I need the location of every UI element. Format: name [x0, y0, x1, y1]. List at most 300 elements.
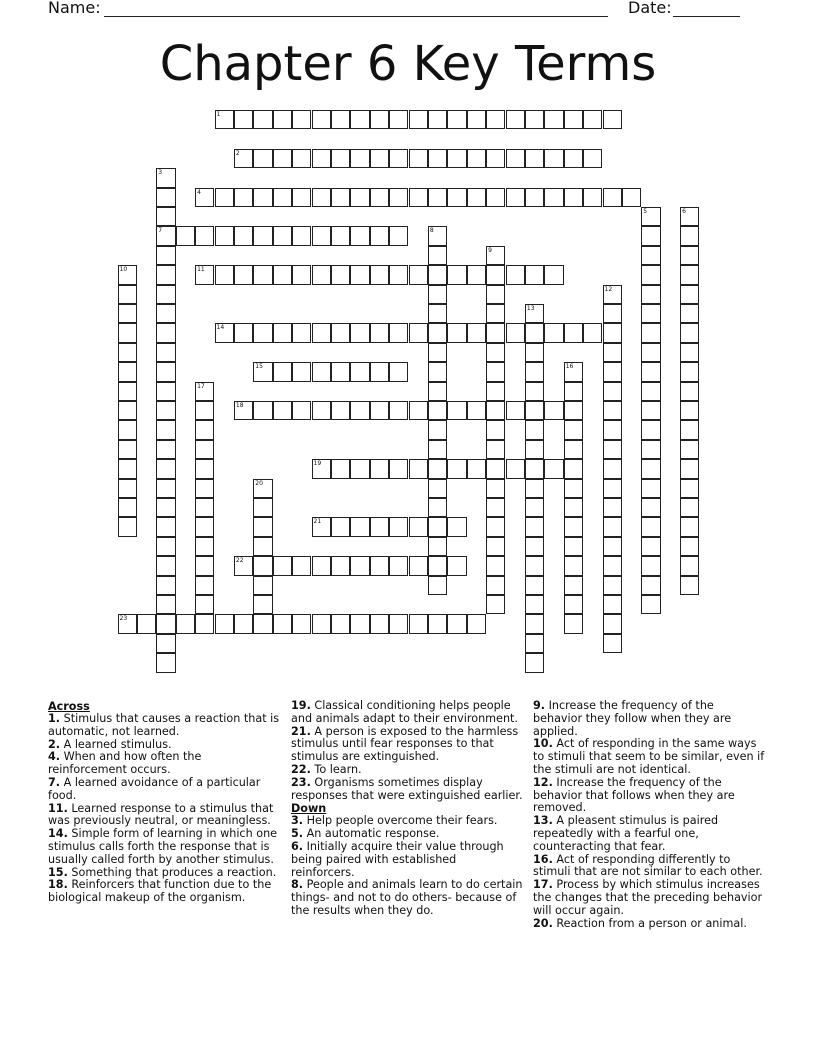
- grid-cell[interactable]: [292, 226, 311, 245]
- grid-cell[interactable]: [428, 149, 447, 168]
- grid-cell[interactable]: [156, 226, 175, 245]
- grid-cell[interactable]: [195, 479, 214, 498]
- grid-cell[interactable]: [525, 401, 544, 420]
- grid-cell[interactable]: [292, 556, 311, 575]
- grid-cell[interactable]: [603, 382, 622, 401]
- grid-cell[interactable]: [680, 517, 699, 536]
- grid-cell[interactable]: [467, 401, 486, 420]
- grid-cell[interactable]: [603, 595, 622, 614]
- grid-cell[interactable]: [156, 498, 175, 517]
- grid-cell[interactable]: [350, 149, 369, 168]
- grid-cell[interactable]: [156, 614, 175, 633]
- grid-cell[interactable]: [370, 614, 389, 633]
- grid-cell[interactable]: [564, 479, 583, 498]
- grid-cell[interactable]: [253, 323, 272, 342]
- grid-cell[interactable]: [428, 576, 447, 595]
- grid-cell[interactable]: [118, 304, 137, 323]
- grid-cell[interactable]: [273, 149, 292, 168]
- grid-cell[interactable]: [447, 110, 466, 129]
- grid-cell[interactable]: [525, 343, 544, 362]
- grid-cell[interactable]: [234, 265, 253, 284]
- grid-cell[interactable]: [156, 653, 175, 672]
- grid-cell[interactable]: [564, 576, 583, 595]
- grid-cell[interactable]: [544, 459, 563, 478]
- grid-cell[interactable]: [428, 188, 447, 207]
- grid-cell[interactable]: [428, 420, 447, 439]
- grid-cell[interactable]: [156, 401, 175, 420]
- grid-cell[interactable]: [525, 459, 544, 478]
- grid-cell[interactable]: [603, 323, 622, 342]
- grid-cell[interactable]: [253, 576, 272, 595]
- grid-cell[interactable]: [467, 614, 486, 633]
- grid-cell[interactable]: [292, 614, 311, 633]
- grid-cell[interactable]: [428, 517, 447, 536]
- grid-cell[interactable]: [467, 265, 486, 284]
- grid-cell[interactable]: [447, 188, 466, 207]
- grid-cell[interactable]: [312, 517, 331, 536]
- grid-cell[interactable]: [428, 323, 447, 342]
- grid-cell[interactable]: [428, 459, 447, 478]
- grid-cell[interactable]: [486, 362, 505, 381]
- grid-cell[interactable]: [195, 498, 214, 517]
- grid-cell[interactable]: [525, 576, 544, 595]
- grid-cell[interactable]: [195, 420, 214, 439]
- grid-cell[interactable]: [156, 576, 175, 595]
- grid-cell[interactable]: [176, 226, 195, 245]
- grid-cell[interactable]: [447, 323, 466, 342]
- grid-cell[interactable]: [486, 498, 505, 517]
- grid-cell[interactable]: [506, 323, 525, 342]
- grid-cell[interactable]: [603, 343, 622, 362]
- grid-cell[interactable]: [583, 110, 602, 129]
- grid-cell[interactable]: [331, 401, 350, 420]
- grid-cell[interactable]: [195, 556, 214, 575]
- grid-cell[interactable]: [350, 614, 369, 633]
- grid-cell[interactable]: [603, 459, 622, 478]
- grid-cell[interactable]: [118, 498, 137, 517]
- grid-cell[interactable]: [195, 537, 214, 556]
- grid-cell[interactable]: [525, 420, 544, 439]
- grid-cell[interactable]: [680, 323, 699, 342]
- grid-cell[interactable]: [525, 653, 544, 672]
- grid-cell[interactable]: [603, 479, 622, 498]
- grid-cell[interactable]: [118, 323, 137, 342]
- grid-cell[interactable]: [156, 188, 175, 207]
- grid-cell[interactable]: [156, 517, 175, 536]
- grid-cell[interactable]: [525, 362, 544, 381]
- grid-cell[interactable]: [118, 401, 137, 420]
- grid-cell[interactable]: [118, 265, 137, 284]
- grid-cell[interactable]: [195, 595, 214, 614]
- grid-cell[interactable]: [331, 556, 350, 575]
- grid-cell[interactable]: [156, 168, 175, 187]
- grid-cell[interactable]: [331, 517, 350, 536]
- grid-cell[interactable]: [486, 188, 505, 207]
- grid-cell[interactable]: [118, 420, 137, 439]
- grid-cell[interactable]: [234, 401, 253, 420]
- grid-cell[interactable]: [370, 556, 389, 575]
- grid-cell[interactable]: [350, 323, 369, 342]
- grid-cell[interactable]: [544, 323, 563, 342]
- grid-cell[interactable]: [389, 110, 408, 129]
- grid-cell[interactable]: [564, 382, 583, 401]
- grid-cell[interactable]: [156, 537, 175, 556]
- grid-cell[interactable]: [564, 614, 583, 633]
- grid-cell[interactable]: [486, 246, 505, 265]
- grid-cell[interactable]: [389, 459, 408, 478]
- grid-cell[interactable]: [428, 537, 447, 556]
- grid-cell[interactable]: [506, 188, 525, 207]
- grid-cell[interactable]: [428, 440, 447, 459]
- grid-cell[interactable]: [641, 595, 660, 614]
- grid-cell[interactable]: [428, 401, 447, 420]
- grid-cell[interactable]: [564, 517, 583, 536]
- grid-cell[interactable]: [195, 576, 214, 595]
- grid-cell[interactable]: [215, 265, 234, 284]
- grid-cell[interactable]: [486, 285, 505, 304]
- grid-cell[interactable]: [312, 188, 331, 207]
- grid-cell[interactable]: [389, 362, 408, 381]
- grid-cell[interactable]: [680, 459, 699, 478]
- grid-cell[interactable]: [389, 517, 408, 536]
- grid-cell[interactable]: [195, 265, 214, 284]
- grid-cell[interactable]: [486, 323, 505, 342]
- grid-cell[interactable]: [292, 323, 311, 342]
- grid-cell[interactable]: [641, 420, 660, 439]
- grid-cell[interactable]: [195, 614, 214, 633]
- grid-cell[interactable]: [118, 343, 137, 362]
- grid-cell[interactable]: [312, 614, 331, 633]
- grid-cell[interactable]: [641, 440, 660, 459]
- grid-cell[interactable]: [350, 110, 369, 129]
- grid-cell[interactable]: [292, 188, 311, 207]
- grid-cell[interactable]: [680, 420, 699, 439]
- grid-cell[interactable]: [370, 401, 389, 420]
- grid-cell[interactable]: [409, 149, 428, 168]
- grid-cell[interactable]: [486, 517, 505, 536]
- grid-cell[interactable]: [234, 110, 253, 129]
- grid-cell[interactable]: [331, 265, 350, 284]
- grid-cell[interactable]: [409, 459, 428, 478]
- grid-cell[interactable]: [603, 420, 622, 439]
- grid-cell[interactable]: [312, 459, 331, 478]
- grid-cell[interactable]: [215, 323, 234, 342]
- grid-cell[interactable]: [641, 304, 660, 323]
- grid-cell[interactable]: [525, 595, 544, 614]
- grid-cell[interactable]: [428, 285, 447, 304]
- grid-cell[interactable]: [447, 401, 466, 420]
- grid-cell[interactable]: [409, 401, 428, 420]
- grid-cell[interactable]: [331, 362, 350, 381]
- grid-cell[interactable]: [312, 110, 331, 129]
- grid-cell[interactable]: [603, 362, 622, 381]
- grid-cell[interactable]: [506, 149, 525, 168]
- grid-cell[interactable]: [292, 265, 311, 284]
- grid-cell[interactable]: [506, 265, 525, 284]
- grid-cell[interactable]: [486, 304, 505, 323]
- grid-cell[interactable]: [641, 226, 660, 245]
- grid-cell[interactable]: [253, 226, 272, 245]
- grid-cell[interactable]: [467, 323, 486, 342]
- grid-cell[interactable]: [389, 226, 408, 245]
- grid-cell[interactable]: [622, 188, 641, 207]
- grid-cell[interactable]: [564, 459, 583, 478]
- grid-cell[interactable]: [253, 188, 272, 207]
- grid-cell[interactable]: [409, 110, 428, 129]
- grid-cell[interactable]: [156, 207, 175, 226]
- grid-cell[interactable]: [603, 498, 622, 517]
- grid-cell[interactable]: [156, 246, 175, 265]
- grid-cell[interactable]: [428, 498, 447, 517]
- grid-cell[interactable]: [564, 323, 583, 342]
- grid-cell[interactable]: [603, 517, 622, 536]
- grid-cell[interactable]: [156, 382, 175, 401]
- grid-cell[interactable]: [409, 556, 428, 575]
- grid-cell[interactable]: [370, 362, 389, 381]
- grid-cell[interactable]: [641, 537, 660, 556]
- grid-cell[interactable]: [292, 362, 311, 381]
- grid-cell[interactable]: [195, 188, 214, 207]
- grid-cell[interactable]: [215, 226, 234, 245]
- grid-cell[interactable]: [350, 226, 369, 245]
- grid-cell[interactable]: [273, 401, 292, 420]
- grid-cell[interactable]: [544, 188, 563, 207]
- grid-cell[interactable]: [641, 479, 660, 498]
- grid-cell[interactable]: [195, 459, 214, 478]
- grid-cell[interactable]: [486, 343, 505, 362]
- grid-cell[interactable]: [525, 556, 544, 575]
- grid-cell[interactable]: [370, 323, 389, 342]
- grid-cell[interactable]: [409, 614, 428, 633]
- grid-cell[interactable]: [215, 614, 234, 633]
- grid-cell[interactable]: [428, 226, 447, 245]
- grid-cell[interactable]: [273, 556, 292, 575]
- grid-cell[interactable]: [428, 362, 447, 381]
- grid-cell[interactable]: [253, 401, 272, 420]
- grid-cell[interactable]: [680, 343, 699, 362]
- grid-cell[interactable]: [370, 110, 389, 129]
- grid-cell[interactable]: [564, 440, 583, 459]
- grid-cell[interactable]: [273, 362, 292, 381]
- grid-cell[interactable]: [195, 440, 214, 459]
- grid-cell[interactable]: [467, 188, 486, 207]
- grid-cell[interactable]: [564, 149, 583, 168]
- grid-cell[interactable]: [370, 517, 389, 536]
- grid-cell[interactable]: [603, 614, 622, 633]
- grid-cell[interactable]: [603, 556, 622, 575]
- grid-cell[interactable]: [447, 149, 466, 168]
- grid-cell[interactable]: [680, 246, 699, 265]
- grid-cell[interactable]: [370, 265, 389, 284]
- grid-cell[interactable]: [603, 401, 622, 420]
- grid-cell[interactable]: [234, 149, 253, 168]
- grid-cell[interactable]: [350, 188, 369, 207]
- grid-cell[interactable]: [292, 149, 311, 168]
- grid-cell[interactable]: [350, 556, 369, 575]
- grid-cell[interactable]: [273, 265, 292, 284]
- grid-cell[interactable]: [641, 246, 660, 265]
- grid-cell[interactable]: [156, 343, 175, 362]
- grid-cell[interactable]: [641, 207, 660, 226]
- grid-cell[interactable]: [389, 401, 408, 420]
- grid-cell[interactable]: [506, 401, 525, 420]
- grid-cell[interactable]: [680, 440, 699, 459]
- grid-cell[interactable]: [486, 401, 505, 420]
- grid-cell[interactable]: [156, 323, 175, 342]
- grid-cell[interactable]: [156, 440, 175, 459]
- grid-cell[interactable]: [331, 323, 350, 342]
- grid-cell[interactable]: [389, 323, 408, 342]
- grid-cell[interactable]: [603, 537, 622, 556]
- grid-cell[interactable]: [525, 517, 544, 536]
- grid-cell[interactable]: [525, 479, 544, 498]
- grid-cell[interactable]: [641, 265, 660, 284]
- grid-cell[interactable]: [234, 188, 253, 207]
- grid-cell[interactable]: [525, 498, 544, 517]
- grid-cell[interactable]: [350, 265, 369, 284]
- grid-cell[interactable]: [680, 498, 699, 517]
- grid-cell[interactable]: [253, 498, 272, 517]
- grid-cell[interactable]: [428, 304, 447, 323]
- grid-cell[interactable]: [312, 362, 331, 381]
- grid-cell[interactable]: [583, 149, 602, 168]
- grid-cell[interactable]: [118, 517, 137, 536]
- grid-cell[interactable]: [486, 556, 505, 575]
- grid-cell[interactable]: [273, 110, 292, 129]
- grid-cell[interactable]: [641, 517, 660, 536]
- grid-cell[interactable]: [195, 226, 214, 245]
- grid-cell[interactable]: [234, 556, 253, 575]
- grid-cell[interactable]: [641, 401, 660, 420]
- grid-cell[interactable]: [544, 265, 563, 284]
- grid-cell[interactable]: [312, 401, 331, 420]
- grid-cell[interactable]: [680, 207, 699, 226]
- grid-cell[interactable]: [525, 634, 544, 653]
- grid-cell[interactable]: [486, 537, 505, 556]
- grid-cell[interactable]: [409, 323, 428, 342]
- grid-cell[interactable]: [525, 382, 544, 401]
- grid-cell[interactable]: [583, 323, 602, 342]
- grid-cell[interactable]: [486, 149, 505, 168]
- grid-cell[interactable]: [486, 420, 505, 439]
- grid-cell[interactable]: [486, 382, 505, 401]
- grid-cell[interactable]: [641, 459, 660, 478]
- grid-cell[interactable]: [156, 420, 175, 439]
- grid-cell[interactable]: [428, 614, 447, 633]
- grid-cell[interactable]: [156, 479, 175, 498]
- grid-cell[interactable]: [389, 188, 408, 207]
- grid-cell[interactable]: [118, 285, 137, 304]
- grid-cell[interactable]: [273, 614, 292, 633]
- grid-cell[interactable]: [447, 265, 466, 284]
- grid-cell[interactable]: [156, 304, 175, 323]
- grid-cell[interactable]: [525, 537, 544, 556]
- grid-cell[interactable]: [370, 149, 389, 168]
- grid-cell[interactable]: [195, 382, 214, 401]
- grid-cell[interactable]: [428, 265, 447, 284]
- grid-cell[interactable]: [486, 595, 505, 614]
- grid-cell[interactable]: [467, 459, 486, 478]
- grid-cell[interactable]: [680, 479, 699, 498]
- grid-cell[interactable]: [467, 110, 486, 129]
- grid-cell[interactable]: [312, 265, 331, 284]
- grid-cell[interactable]: [428, 343, 447, 362]
- grid-cell[interactable]: [312, 556, 331, 575]
- grid-cell[interactable]: [156, 265, 175, 284]
- grid-cell[interactable]: [253, 149, 272, 168]
- grid-cell[interactable]: [467, 149, 486, 168]
- grid-cell[interactable]: [331, 226, 350, 245]
- grid-cell[interactable]: [564, 595, 583, 614]
- grid-cell[interactable]: [564, 362, 583, 381]
- grid-cell[interactable]: [564, 401, 583, 420]
- grid-cell[interactable]: [331, 149, 350, 168]
- grid-cell[interactable]: [215, 188, 234, 207]
- grid-cell[interactable]: [544, 110, 563, 129]
- grid-cell[interactable]: [680, 362, 699, 381]
- grid-cell[interactable]: [137, 614, 156, 633]
- grid-cell[interactable]: [506, 110, 525, 129]
- grid-cell[interactable]: [680, 576, 699, 595]
- grid-cell[interactable]: [447, 556, 466, 575]
- grid-cell[interactable]: [680, 382, 699, 401]
- grid-cell[interactable]: [486, 110, 505, 129]
- grid-cell[interactable]: [312, 226, 331, 245]
- grid-cell[interactable]: [486, 479, 505, 498]
- grid-cell[interactable]: [350, 459, 369, 478]
- grid-cell[interactable]: [428, 479, 447, 498]
- grid-cell[interactable]: [447, 459, 466, 478]
- grid-cell[interactable]: [680, 226, 699, 245]
- grid-cell[interactable]: [292, 401, 311, 420]
- grid-cell[interactable]: [156, 362, 175, 381]
- grid-cell[interactable]: [253, 556, 272, 575]
- grid-cell[interactable]: [525, 265, 544, 284]
- grid-cell[interactable]: [641, 343, 660, 362]
- grid-cell[interactable]: [350, 517, 369, 536]
- grid-cell[interactable]: [525, 440, 544, 459]
- grid-cell[interactable]: [292, 110, 311, 129]
- grid-cell[interactable]: [641, 576, 660, 595]
- grid-cell[interactable]: [253, 595, 272, 614]
- grid-cell[interactable]: [156, 595, 175, 614]
- grid-cell[interactable]: [680, 285, 699, 304]
- grid-cell[interactable]: [195, 401, 214, 420]
- grid-cell[interactable]: [253, 537, 272, 556]
- grid-cell[interactable]: [428, 556, 447, 575]
- grid-cell[interactable]: [447, 517, 466, 536]
- grid-cell[interactable]: [118, 479, 137, 498]
- grid-cell[interactable]: [486, 459, 505, 478]
- grid-cell[interactable]: [234, 226, 253, 245]
- grid-cell[interactable]: [525, 323, 544, 342]
- grid-cell[interactable]: [331, 188, 350, 207]
- grid-cell[interactable]: [680, 556, 699, 575]
- grid-cell[interactable]: [195, 517, 214, 536]
- grid-cell[interactable]: [118, 382, 137, 401]
- grid-cell[interactable]: [389, 265, 408, 284]
- grid-cell[interactable]: [544, 401, 563, 420]
- grid-cell[interactable]: [680, 401, 699, 420]
- grid-cell[interactable]: [525, 614, 544, 633]
- grid-cell[interactable]: [273, 226, 292, 245]
- grid-cell[interactable]: [312, 323, 331, 342]
- grid-cell[interactable]: [544, 149, 563, 168]
- grid-cell[interactable]: [680, 304, 699, 323]
- grid-cell[interactable]: [525, 304, 544, 323]
- grid-cell[interactable]: [564, 537, 583, 556]
- grid-cell[interactable]: [409, 265, 428, 284]
